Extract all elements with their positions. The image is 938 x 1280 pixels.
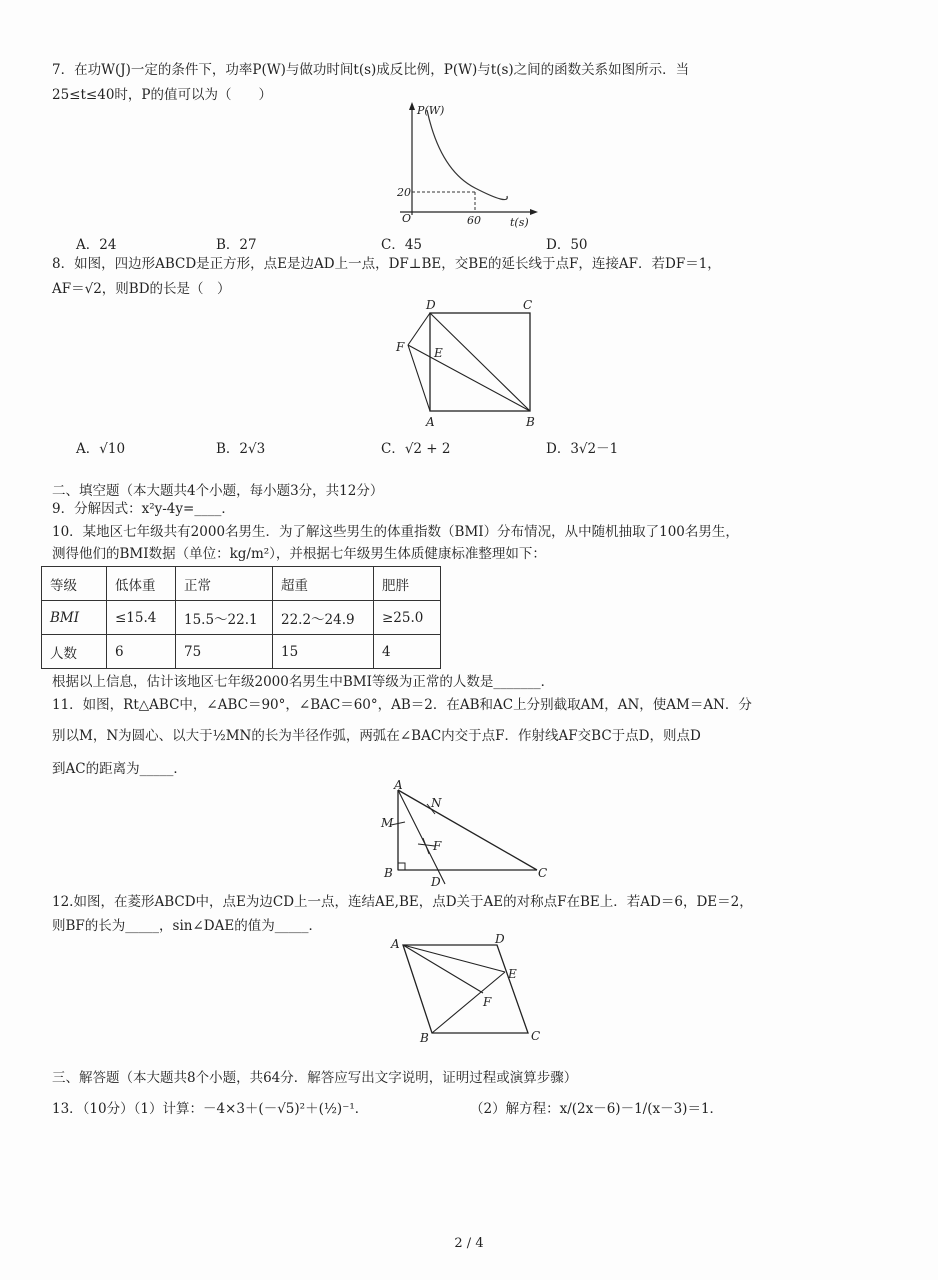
q7-origin: O: [402, 212, 412, 225]
q7-inverse-graph: [395, 100, 555, 230]
table-cell: 低体重: [107, 567, 176, 601]
q7-line1: 7．在功W(J)一定的条件下，功率P(W)与做功时间t(s)成反比例，P(W)与t(s)之间的函数关系如图所示．当: [52, 62, 690, 78]
q12-label-b: B: [420, 1031, 429, 1045]
q11-triangle-figure: [375, 778, 555, 892]
q8-label-e: E: [434, 346, 443, 360]
q12-label-c: C: [531, 1029, 541, 1043]
table-cell: BMI: [42, 601, 107, 635]
q11-line3: 到AC的距离为_____．: [52, 761, 187, 777]
q12-label-d: D: [495, 932, 505, 946]
table-cell: 6: [107, 635, 176, 669]
q7-x-label: t(s): [510, 216, 529, 229]
q7-y-label: P(W): [417, 104, 445, 117]
q10-line1: 10．某地区七年级共有2000名男生．为了解这些男生的体重指数（BMI）分布情况，从中随机抽取了100名男生，: [52, 524, 739, 540]
table-row: [42, 567, 441, 601]
table-cell: ≥25.0: [374, 601, 441, 635]
q7-option-c: C．45: [381, 237, 423, 253]
q11-label-f: F: [433, 839, 442, 853]
section-2-heading: 二、填空题（本大题共4个小题，每小题3分，共12分）: [52, 483, 384, 499]
q8-label-c: C: [523, 298, 533, 312]
table-row: [42, 601, 441, 635]
q12-label-e: E: [508, 967, 517, 981]
table-cell: 人数: [42, 635, 107, 669]
table-row: [42, 635, 441, 669]
q10-line3: 根据以上信息，估计该地区七年级2000名男生中BMI等级为正常的人数是_______．: [52, 674, 555, 690]
q8-label-f: F: [396, 340, 405, 354]
q7-option-b: B．27: [216, 237, 257, 253]
table-cell: 肥胖: [374, 567, 441, 601]
q8-line1: 8．如图，四边形ABCD是正方形，点E是边AD上一点，DF⊥BE，交BE的延长线于点F，连接AF．若DF＝1，: [52, 256, 721, 272]
table-cell: 正常: [176, 567, 273, 601]
q11-label-d: D: [431, 875, 441, 889]
table-cell: 22.2～24.9: [273, 601, 374, 635]
section-3-heading: 三、解答题（本大题共8个小题，共64分．解答应写出文字说明，证明过程或演算步骤）: [52, 1070, 578, 1086]
bmi-table: [41, 566, 441, 669]
q8-square-figure: [390, 295, 550, 435]
q9-text: 9．分解因式：x²y-4y=____．: [52, 501, 235, 517]
q12-line1: 12.如图，在菱形ABCD中，点E为边CD上一点，连结AE,BE，点D关于AE的对称点F在BE上．若AD＝6，DE＝2，: [52, 894, 753, 910]
q8-option-d: D．3√2－1: [546, 441, 619, 457]
q7-y-tick: 20: [397, 186, 411, 199]
table-cell: ≤15.4: [107, 601, 176, 635]
q11-label-n: N: [431, 796, 442, 810]
q11-label-b: B: [384, 866, 393, 880]
q12-rhombus-figure: [385, 930, 555, 1045]
q10-line2: 测得他们的BMI数据（单位：kg/m²），并根据七年级男生体质健康标准整理如下：: [52, 546, 546, 562]
q7-x-tick: 60: [467, 214, 481, 227]
q13-part2: （2）解方程：x/(2x－6)－1/(x－3)＝1．: [470, 1101, 724, 1117]
q8-option-a: A．√10: [76, 441, 126, 457]
table-cell: 等级: [42, 567, 107, 601]
q11-label-a: A: [394, 778, 403, 792]
q8-option-c: C．√2 + 2: [381, 441, 451, 457]
table-cell: 15.5～22.1: [176, 601, 273, 635]
q7-line2: 25≤t≤40时，P的值可以为（ ）: [52, 87, 272, 103]
q8-label-d: D: [426, 298, 436, 312]
q8-label-b: B: [526, 415, 535, 429]
q11-label-m: M: [381, 816, 394, 830]
q13-part1: 13．（10分）（1）计算：－4×3＋(－√5)²＋(½)⁻¹．: [52, 1101, 369, 1117]
q8-option-b: B．2√3: [216, 441, 266, 457]
page-number: 2 / 4: [454, 1236, 484, 1251]
q7-option-d: D．50: [546, 237, 588, 253]
table-cell: 75: [176, 635, 273, 669]
q12-label-f: F: [483, 995, 492, 1009]
q11-line1: 11．如图，Rt△ABC中，∠ABC＝90°，∠BAC＝60°，AB＝2．在AB和AC上分别截取AM，AN，使AM＝AN．分: [52, 697, 752, 713]
q8-line2: AF＝√2，则BD的长是（ ）: [52, 281, 231, 297]
q7-option-a: A．24: [76, 237, 117, 253]
q12-line2: 则BF的长为_____，sin∠DAE的值为_____．: [52, 918, 322, 934]
q11-line2: 别以M，N为圆心、以大于½MN的长为半径作弧，两弧在∠BAC内交于点F．作射线AF交BC于点D，则点D: [52, 728, 701, 744]
q12-label-a: A: [391, 937, 400, 951]
q8-label-a: A: [426, 415, 435, 429]
table-cell: 15: [273, 635, 374, 669]
table-cell: 4: [374, 635, 441, 669]
table-cell: 超重: [273, 567, 374, 601]
q11-label-c: C: [538, 866, 548, 880]
